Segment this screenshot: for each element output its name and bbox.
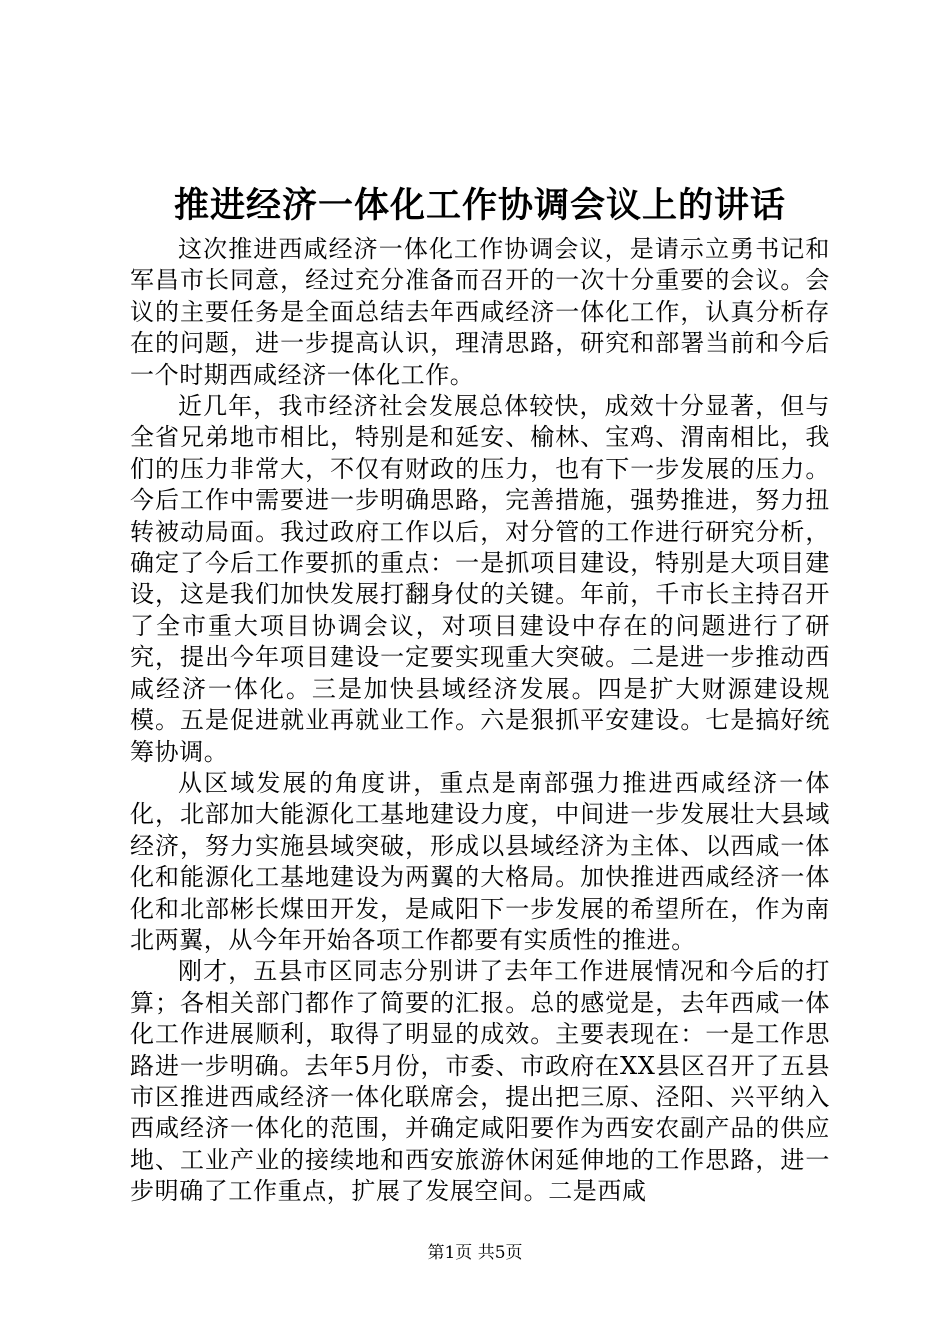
paragraph-4: 刚才，五县市区同志分别讲了去年工作进展情况和今后的打算；各相关部门都作了简要的汇报。总的感觉是，去年西咸一体化工作进展顺利，取得了明显的成效。主要表现在：一是工作思路进一步明确。去年5月份，市委、市政府在XX县区召开了五县市区推进西咸经济一体化联席会，提出把三原、泾阳、兴平纳入西咸经济一体化的范围，并确定咸阳要作为西安农副产品的供应地、工业产业的接续地和西安旅游休闲延伸地的工作思路，进一步明确了工作重点，扩展了发展空间。二是西咸 (130, 957, 830, 1206)
document-body (130, 234, 830, 1208)
document-title: 推进经济一体化工作协调会议上的讲话 (173, 186, 786, 226)
paragraph-3: 从区域发展的角度讲，重点是南部强力推进西咸经济一体化，北部加大能源化工基地建设力度，中间进一步发展壮大县域经济，努力实施县域突破，形成以县域经济为主体、以西咸一体化和能源化工基地建设为两翼的大格局。加快推进西咸经济一体化和北部彬长煤田开发，是咸阳下一步发展的希望所在，作为南北两翼，从今年开始各项工作都要有实质性的推进。 (130, 768, 830, 954)
paragraph-1: 这次推进西咸经济一体化工作协调会议，是请示立勇书记和军昌市长同意，经过充分准备而召开的一次十分重要的会议。会议的主要任务是全面总结去年西咸经济一体化工作，认真分析存在的问题，进一步提高认识，理清思路，研究和部署当前和今后一个时期西咸经济一体化工作。 (130, 235, 830, 389)
page-footer: 第1页 共5页 (427, 1243, 523, 1263)
paragraph-2: 近几年，我市经济社会发展总体较快，成效十分显著，但与全省兄弟地市相比，特别是和延安、榆林、宝鸡、渭南相比，我们的压力非常大，不仅有财政的压力，也有下一步发展的压力。今后工作中需要进一步明确思路，完善措施，强势推进，努力扭转被动局面。我过政府工作以后，对分管的工作进行研究分析，确定了今后工作要抓的重点：一是抓项目建设，特别是大项目建设，这是我们加快发展打翻身仗的关键。年前，千市长主持召开了全市重大项目协调会议，对项目建设中存在的问题进行了研究，提出今年项目建设一定要实现重大突破。二是进一步推动西咸经济一体化。三是加快县域经济发展。四是扩大财源建设规模。五是促进就业再就业工作。六是狠抓平安建设。七是搞好统筹协调。 (130, 392, 830, 766)
